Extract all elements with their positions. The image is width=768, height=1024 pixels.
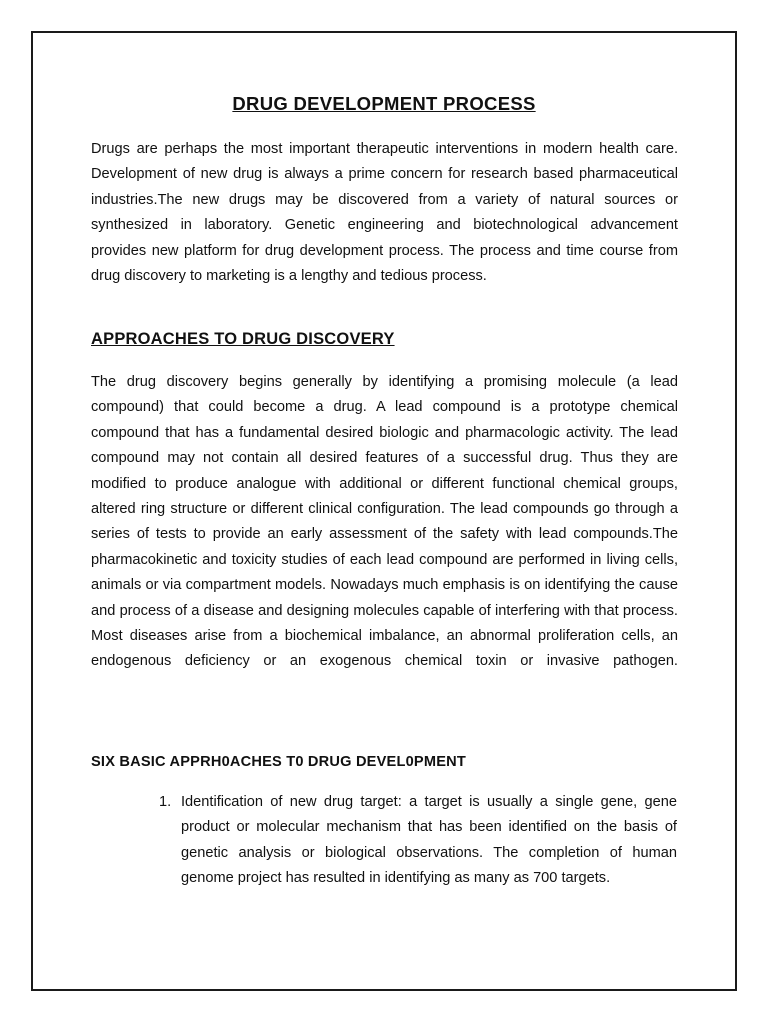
approaches-list <box>159 790 677 892</box>
approaches-subheading: SIX BASIC APPRH0ACHES T0 DRUG DEVEL0PMENT <box>91 754 466 770</box>
intro-paragraph: Drugs are perhaps the most important therapeutic interventions in modern health care. Development of new drug is always a prime concern for research based pharmaceutical industries.The new drugs may be discovered from a variety of natural sources or synthesized in laboratory. Genetic engineering and biotechnological advancement provides new platform for drug development process. The process and time course from drug discovery to marketing is a lengthy and tedious process. <box>91 141 678 285</box>
list-item <box>159 790 677 892</box>
discovery-paragraph: The drug discovery begins generally by identifying a promising molecule (a lead compound) that could become a drug. A lead compound is a prototype chemical compound that has a fundamental desired biologic and pharmacologic activity. The lead compound may not contain all desired features of a successful drug. Thus they are modified to produce analogue with additional or different functional chemical groups, altered ring structure or different clinical configuration. The lead compounds go through a series of tests to provide an early assessment of the safety with lead compounds.The pharmacokinetic and toxicity studies of each lead compound are performed in living cells, animals or via compartment models. Nowadays much emphasis is on identifying the cause and process of a disease and designing molecules capable of interfering with that process. Most diseases arise from a biochemical imbalance, an abnormal proliferation cells, an endogenous deficiency or an exogenous chemical toxin or invasive pathogen. <box>91 374 678 670</box>
document-title: DRUG DEVELOPMENT PROCESS <box>232 93 536 114</box>
list-item-text: Identification of new drug target: a target is usually a single gene, gene product or molecular mechanism that has been identified on the basis of genetic analysis or biological observations. The completion of human genome project has resulted in identifying as many as 700 targets. <box>181 794 677 887</box>
section-heading: APPROACHES TO DRUG DISCOVERY <box>91 330 395 348</box>
list-item-number: 1. <box>159 794 172 810</box>
